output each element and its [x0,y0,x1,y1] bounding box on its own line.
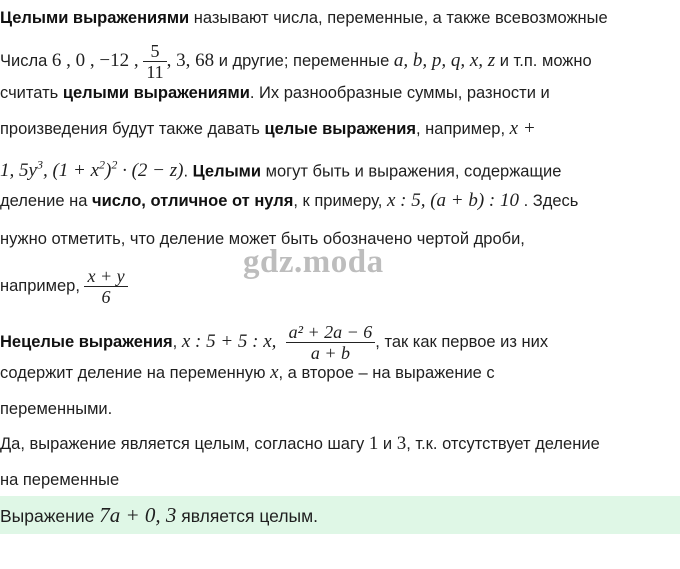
term-non-integer-expressions: Нецелые выражения [0,332,173,351]
fraction-5-11 [143,41,166,82]
math-numbers: 6 , 0 , −12 , [51,49,144,71]
text-span: Числа [0,51,52,70]
text-span: , так как первое из них [375,332,549,351]
text-span: . Здесь [519,192,579,210]
math-division-examples: x : 5, (a + b) : 10 [386,190,520,211]
math-number: 3 [396,433,407,454]
term-integer: Целыми [192,162,262,181]
term-integer-expressions: целыми выражениями [62,84,250,102]
text-span: . Их разнообразные суммы, разности и [249,84,550,102]
text-span: произведения будут также давать [0,120,265,138]
text-span: считать [0,84,63,102]
fraction-numerator: x + y [87,266,125,286]
text-line [0,470,119,490]
fraction-expression [286,322,376,363]
text-line [0,322,548,363]
math-number: 1 [368,433,379,454]
text-span: могут быть и выражения, содержащие [261,162,562,181]
term-nonzero-number: число, отличное от нуля [92,192,294,210]
text-span: нужно отметить, что деление может быть обозначено чертой дроби, [0,230,525,248]
text-line [0,155,561,181]
text-span: является целым. [176,506,319,526]
math-example: x + [509,118,536,139]
answer-text [0,505,318,526]
answer-box [0,496,680,534]
text-span: , к примеру, [293,192,387,210]
text-line [0,266,128,307]
watermark-logo: gdz.moda [243,244,384,280]
text-line [0,83,550,103]
fraction-numerator: 5 [150,41,160,61]
text-line [0,434,600,454]
text-line [0,191,578,211]
text-span: Выражение [0,506,100,526]
math-example: x : 5 + 5 : x, [181,330,277,352]
text-span: и [378,435,397,453]
math-exponent: 3 [36,158,43,172]
term-integer-expressions: целые выражения [264,120,416,138]
text-span: например, [0,276,85,295]
fraction-denominator: a + b [286,342,376,363]
text-span: , т.к. отсутствует деление [406,435,600,453]
text-line [0,119,536,139]
fraction-denominator: 6 [84,286,127,307]
math-example [0,160,183,181]
text-span: и т.п. можно [495,51,592,70]
fraction-denominator: 11 [143,61,166,82]
text-line [0,41,592,82]
math-exponent: 2 [99,158,106,172]
fraction-x-plus-y-over-6 [84,266,127,307]
fraction-numerator: a² + 2a − 6 [288,322,373,342]
math-variables: a, b, p, q, x, z [393,49,496,71]
math-exponent: 2 [111,158,118,172]
text-span: деление на [0,192,93,210]
text-line [0,399,112,419]
text-span: и другие; переменные [214,51,394,70]
text-span: . [183,162,193,181]
math-part: · (2 − z) [117,160,184,182]
text-span: содержит деление на переменную [0,364,271,382]
text-line [0,363,495,383]
text-span: , [172,332,182,351]
text-line [0,8,608,28]
text-span: переменными. [0,400,113,418]
math-numbers: , 3, 68 [166,49,215,71]
text-span: на переменные [0,471,120,489]
math-part: ) [105,160,112,182]
text-span: , а второе – на выражение с [278,364,495,382]
text-span: Да, выражение является целым, согласно шагу [0,435,369,453]
term-integer-expressions: Целыми выражениями [0,9,190,27]
math-expression: 7a + 0, 3 [99,503,177,527]
text-span: , например, [415,120,510,138]
text-span: называют числа, переменные, а также всевозможные [189,9,608,27]
math-part: , (1 + x [42,160,100,182]
math-variable: x [270,362,279,383]
math-part: 1, 5y [0,160,37,182]
